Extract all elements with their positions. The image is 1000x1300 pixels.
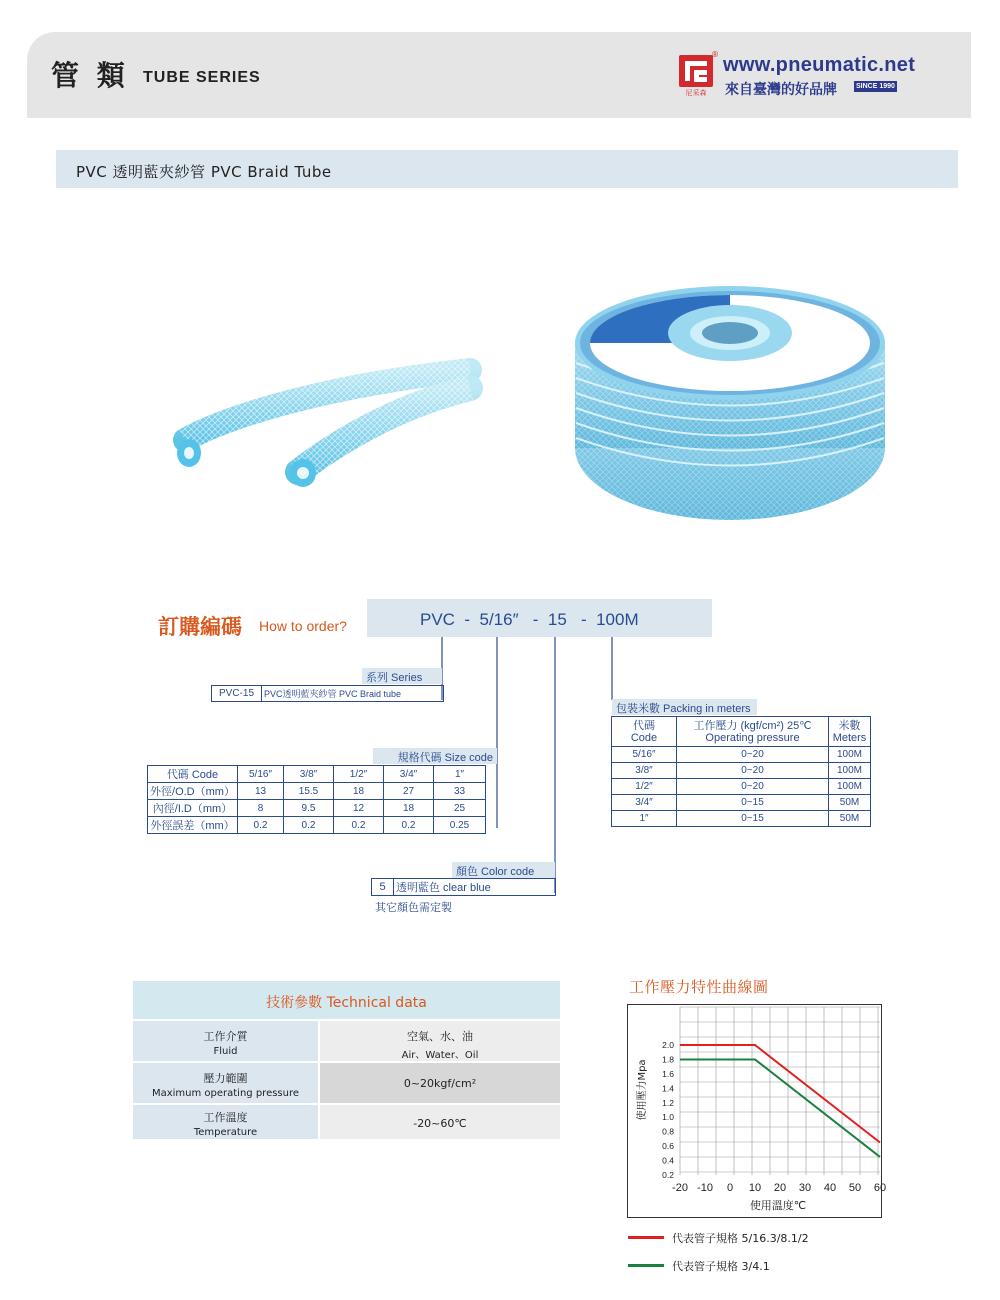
- tech-value: [318, 1021, 560, 1061]
- legend-red-swatch: [628, 1236, 664, 1239]
- registered-mark-icon: ®: [711, 50, 719, 59]
- color-code: 5: [372, 879, 394, 896]
- logo-brand-text: 尼采森: [685, 89, 707, 97]
- series-desc: PVC透明藍夾紗管 PVC Braid tube: [262, 686, 444, 702]
- tech-value-en: Air、Water、Oil: [401, 1050, 479, 1061]
- page-subtitle: TUBE SERIES: [143, 69, 261, 86]
- tech-key-en: Fluid: [213, 1046, 238, 1057]
- tech-row: [133, 1019, 560, 1061]
- tech-value: [318, 1105, 560, 1139]
- table-cell: 1″: [612, 811, 677, 827]
- tech-value-zh: -20~60℃: [413, 1117, 467, 1130]
- table-cell: 1″: [434, 766, 486, 783]
- x-axis-label: 使用溫度℃: [749, 1199, 807, 1212]
- table-cell: 3/8″: [612, 763, 677, 779]
- table-cell: 0.2: [334, 817, 384, 834]
- tech-value-zh: 空氣、水、油: [407, 1030, 473, 1043]
- table-cell: 8: [238, 800, 284, 817]
- tech-data-table: [133, 981, 560, 1139]
- tech-key-en: Temperature: [193, 1127, 258, 1138]
- y-tick-label: 0.6: [662, 1141, 674, 1152]
- table-cell: 0~20: [677, 763, 829, 779]
- pressure-chart: [628, 1005, 887, 1216]
- table-cell: 0.2: [384, 817, 434, 834]
- y-tick-label: 1.0: [662, 1112, 674, 1123]
- logo-slogan: 來自臺灣的好品牌: [725, 82, 837, 98]
- tech-row: [133, 1103, 560, 1139]
- tech-key: [133, 1063, 318, 1103]
- y-tick-label: 0.8: [662, 1126, 674, 1137]
- logo-since-badge: SINCE 1990: [856, 83, 895, 90]
- size-row-label: 外徑誤差（mm）: [148, 817, 238, 834]
- tech-value: [318, 1063, 560, 1103]
- size-row-label: 代碼 Code: [148, 766, 238, 783]
- table-cell: 100M: [829, 747, 871, 763]
- table-row: [148, 766, 486, 783]
- table-cell: 0~15: [677, 795, 829, 811]
- table-cell: 9.5: [284, 800, 334, 817]
- legend-red-label: 代表管子規格 5/16.3/8.1/2: [672, 1232, 809, 1245]
- table-cell: 0~20: [677, 779, 829, 795]
- logo-url[interactable]: www.pneumatic.net: [723, 54, 916, 76]
- y-tick-label: 1.2: [662, 1097, 674, 1108]
- packing-header-meters-zh: 米數: [838, 719, 861, 732]
- table-cell: 3/4″: [384, 766, 434, 783]
- x-tick-label: 10: [748, 1182, 762, 1194]
- page-header: [27, 32, 971, 118]
- table-cell: 0.2: [238, 817, 284, 834]
- x-tick-label: -10: [697, 1182, 713, 1194]
- packing-label: 包裝米數 Packing in meters: [612, 699, 757, 715]
- packing-header-pressure-en: Operating pressure: [705, 731, 800, 744]
- size-row-label: 內徑/I.D（mm）: [148, 800, 238, 817]
- table-cell: 0~20: [677, 747, 829, 763]
- table-row: [612, 811, 871, 827]
- table-cell: 33: [434, 783, 486, 800]
- table-cell: 0.25: [434, 817, 486, 834]
- table-header-row: [612, 717, 871, 747]
- tech-title: 技術參數 Technical data: [133, 981, 560, 1019]
- table-cell: 50M: [829, 811, 871, 827]
- color-desc: 透明藍色 clear blue: [394, 879, 556, 896]
- table-cell: 15.5: [284, 783, 334, 800]
- color-label: 顏色 Color code: [452, 862, 555, 878]
- order-subtitle: How to order?: [259, 618, 347, 634]
- chart-frame: [627, 1004, 887, 1218]
- table-row: [612, 763, 871, 779]
- tech-key: [133, 1105, 318, 1139]
- table-cell: 100M: [829, 763, 871, 779]
- table-row: [612, 747, 871, 763]
- table-cell: 5/16″: [238, 766, 284, 783]
- page-title: 管 類: [51, 59, 129, 92]
- color-note: 其它顏色需定製: [375, 901, 452, 914]
- table-cell: 27: [384, 783, 434, 800]
- table-row: [212, 686, 444, 702]
- tech-key-zh: 工作溫度: [203, 1111, 248, 1124]
- product-bar: [56, 150, 958, 188]
- coil-image: [570, 283, 890, 523]
- x-tick-label: 60: [873, 1182, 887, 1194]
- table-row: [148, 783, 486, 800]
- packing-header-meters-en: Meters: [832, 731, 867, 744]
- tech-value-zh: 0~20kgf/cm²: [403, 1077, 477, 1090]
- tech-key-zh: 工作介質: [203, 1030, 248, 1043]
- order-code: PVC - 5/16″ - 15 - 100M: [420, 610, 639, 629]
- table-cell: 12: [334, 800, 384, 817]
- table-row: [612, 795, 871, 811]
- packing-header-code-zh: 代碼: [633, 719, 655, 732]
- size-table: [147, 765, 486, 834]
- x-tick-label: 50: [848, 1182, 862, 1194]
- y-tick-label: 1.6: [662, 1068, 674, 1079]
- table-cell: 1/2″: [612, 779, 677, 795]
- tech-row: [133, 1061, 560, 1103]
- packing-table: [611, 716, 871, 827]
- table-cell: 0.2: [284, 817, 334, 834]
- table-row: [148, 800, 486, 817]
- x-tick-label: -20: [672, 1182, 688, 1194]
- series-line: [680, 1059, 880, 1157]
- tech-key: [133, 1021, 318, 1061]
- table-cell: 18: [334, 783, 384, 800]
- chart-title: 工作壓力特性曲線圖: [629, 978, 769, 996]
- brand-logo-icon: [677, 53, 715, 97]
- tube-image: [170, 360, 480, 500]
- y-axis-label: 使用壓力Mpa: [637, 1059, 648, 1121]
- product-title: PVC 透明藍夾紗管 PVC Braid Tube: [76, 163, 332, 181]
- tech-key-en: Maximum operating pressure: [151, 1088, 300, 1099]
- table-row: [612, 779, 871, 795]
- size-label: 規格代碼 Size code: [373, 748, 497, 764]
- size-row-label: 外徑/O.D（mm）: [148, 783, 238, 800]
- x-tick-label: 40: [823, 1182, 837, 1194]
- order-code-box: [367, 599, 712, 637]
- tech-key-zh: 壓力範圍: [203, 1072, 248, 1085]
- legend-green-swatch: [628, 1264, 664, 1267]
- order-title: 訂購編碼: [158, 615, 242, 639]
- y-tick-label: 0.2: [662, 1170, 674, 1180]
- table-cell: 5/16″: [612, 747, 677, 763]
- table-cell: 1/2″: [334, 766, 384, 783]
- table-row: [372, 879, 556, 896]
- table-cell: 3/4″: [612, 795, 677, 811]
- packing-header-pressure-zh: 工作壓力 (kgf/cm²) 25℃: [693, 719, 812, 732]
- y-tick-label: 2.0: [662, 1040, 674, 1050]
- table-cell: 0~15: [677, 811, 829, 827]
- y-tick-label: 1.4: [662, 1083, 674, 1094]
- table-cell: 50M: [829, 795, 871, 811]
- series-table: [211, 685, 444, 702]
- y-tick-label: 0.4: [662, 1155, 674, 1166]
- x-tick-label: 20: [773, 1182, 787, 1194]
- legend-green-label: 代表管子規格 3/4.1: [672, 1260, 770, 1273]
- table-cell: 3/8″: [284, 766, 334, 783]
- table-cell: 13: [238, 783, 284, 800]
- series-label: 系列 Series: [362, 668, 442, 684]
- packing-header-code-en: Code: [630, 731, 658, 744]
- x-tick-label: 30: [798, 1182, 812, 1194]
- y-tick-label: 1.8: [662, 1054, 674, 1065]
- table-cell: 18: [384, 800, 434, 817]
- table-cell: 100M: [829, 779, 871, 795]
- series-code: PVC-15: [212, 686, 262, 702]
- table-row: [148, 817, 486, 834]
- table-cell: 25: [434, 800, 486, 817]
- color-table: [371, 878, 556, 896]
- x-tick-label: 0: [726, 1182, 734, 1194]
